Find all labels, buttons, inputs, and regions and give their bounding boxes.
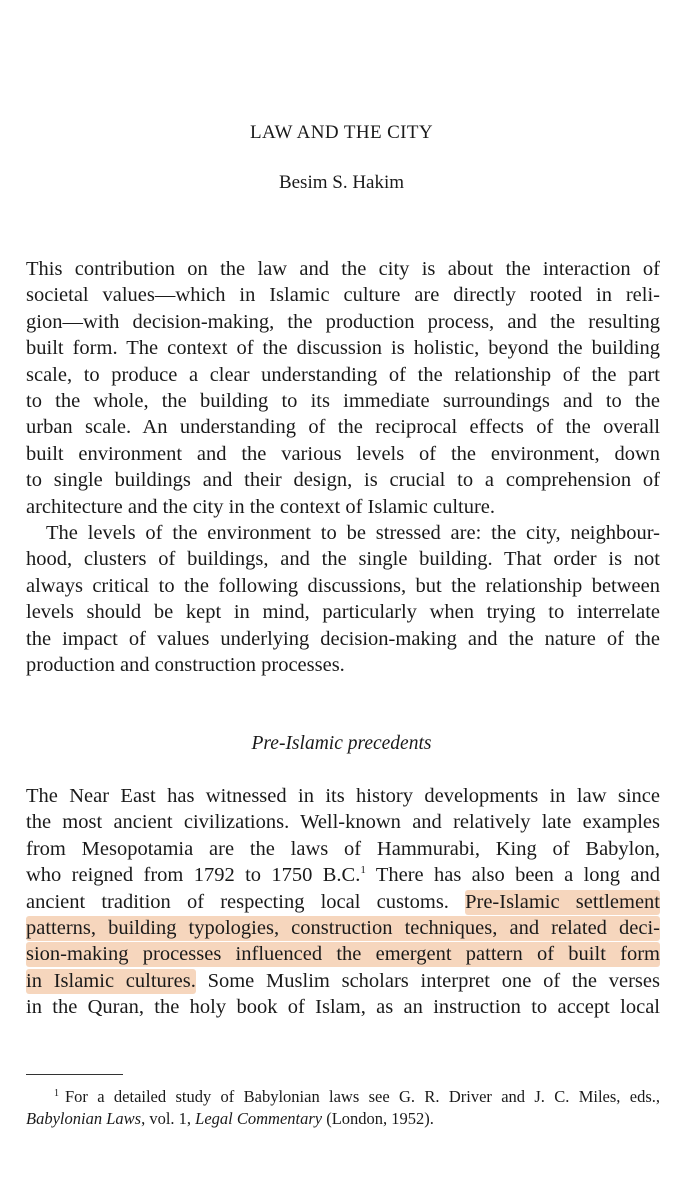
text-line: from Mesopotamia are the laws of Hammurabi, King of Babylon, — [26, 837, 660, 860]
highlighted-text: patterns, building typologies, construction techniques, and related deci- — [26, 916, 660, 939]
footnote-divider — [26, 1074, 123, 1075]
footnote-text: For a detailed study of Babylonian laws see G. R. Driver and J. C. Miles, eds., — [65, 1087, 660, 1106]
highlighted-text: in Islamic cultures. — [26, 969, 196, 992]
text-line: to the whole, the building to its immediate surroundings and to the — [26, 389, 660, 412]
text-line: The Near East has witnessed in its history developments in law since — [26, 785, 660, 807]
author-name: Besim S. Hakim — [278, 172, 405, 193]
footnote-line — [26, 1108, 660, 1130]
text-line: the most ancient civilizations. Well-known and relatively late examples — [26, 811, 660, 834]
footnote-reference[interactable]: 1 — [360, 864, 366, 877]
text-line: the impact of values underlying decision-making and the nature of the — [26, 627, 660, 650]
text-segment: ancient tradition of respecting local customs. — [26, 890, 466, 913]
text-line: architecture and the city in the context of Islamic culture. — [26, 495, 496, 518]
footnote-text: , vol. 1, — [141, 1109, 196, 1128]
text-line — [26, 915, 660, 941]
footnote-text: (London, 1952). — [322, 1109, 434, 1128]
paragraph-intro — [26, 256, 660, 520]
text-line: production and construction processes. — [26, 653, 345, 676]
text-line: gion—with decision-making, the production process, and the resulting — [26, 310, 660, 333]
text-line: built form. The context of the discussion is holistic, beyond the building — [26, 337, 660, 360]
page-title: LAW AND THE CITY — [249, 122, 434, 143]
text-line: urban scale. An understanding of the reciprocal effects of the overall — [26, 416, 660, 439]
text-segment: Some Muslim scholars interpret one of the verses — [195, 969, 660, 992]
paragraph-levels — [26, 520, 660, 678]
footnote — [26, 1086, 660, 1130]
text-line: This contribution on the law and the city is about the interaction of — [26, 258, 660, 280]
highlighted-text: Pre-Islamic settlement — [465, 890, 660, 913]
text-line: in the Quran, the holy book of Islam, as an instruction to accept local — [26, 996, 660, 1019]
text-line — [26, 862, 660, 888]
text-line: always critical to the following discussions, but the relationship between — [26, 574, 660, 597]
text-segment: There has also been a long and — [365, 864, 660, 887]
text-line: hood, clusters of buildings, and the single building. That order is not — [26, 548, 660, 571]
footnote-line — [26, 1086, 660, 1108]
text-line — [26, 941, 660, 967]
text-line — [26, 889, 660, 915]
text-line: scale, to produce a clear understanding of the relationship of the part — [26, 363, 660, 386]
footnote-title: Babylonian Laws — [26, 1109, 142, 1128]
section-heading: Pre-Islamic precedents — [251, 733, 432, 754]
text-line: built environment and the various levels of the environment, down — [26, 442, 660, 465]
text-line: societal values—which in Islamic culture are directly rooted in reli- — [26, 284, 660, 307]
paragraph-precedents — [26, 783, 660, 1021]
text-segment: who reigned from 1792 to 1750 B.C. — [26, 864, 361, 887]
text-line: to single buildings and their design, is crucial to a comprehension of — [26, 469, 660, 492]
highlighted-text: sion-making processes influenced the emergent pattern of built form — [26, 943, 660, 966]
text-line: The levels of the environment to be stressed are: the city, neighbour- — [46, 522, 660, 544]
text-line — [26, 968, 660, 994]
footnote-title: Legal Commentary — [195, 1109, 323, 1128]
footnote-marker: 1 — [54, 1088, 59, 1099]
text-line: levels should be kept in mind, particularly when trying to interrelate — [26, 601, 660, 624]
